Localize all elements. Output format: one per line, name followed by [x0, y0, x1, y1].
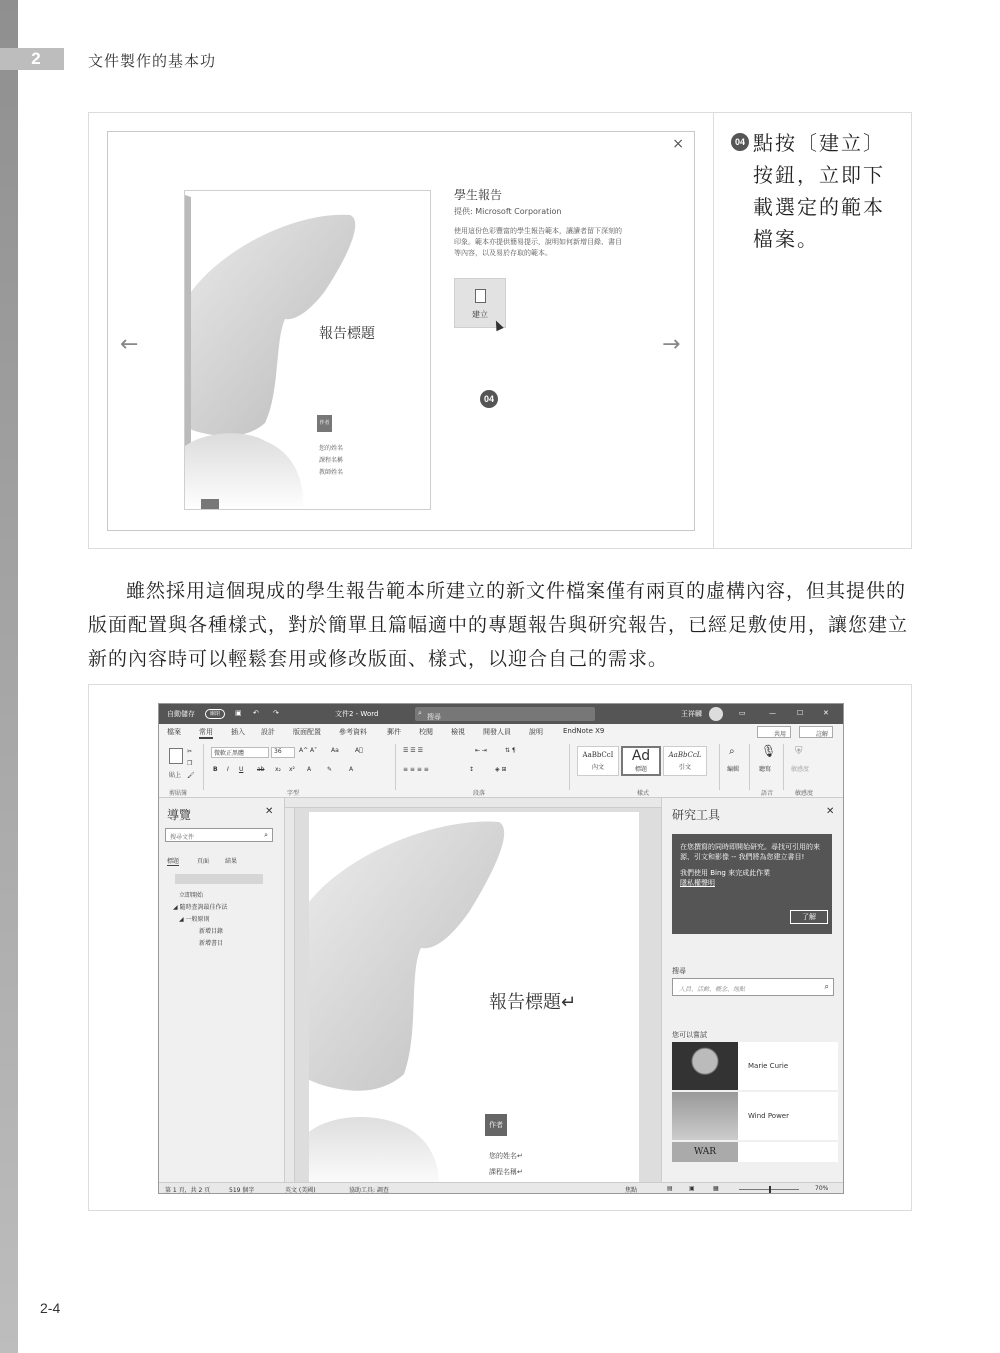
accessibility-status[interactable]: 協助工具: 調查 [349, 1187, 389, 1194]
autosave-toggle[interactable]: 關閉 [205, 709, 225, 719]
align-icons[interactable]: ≡ ≡ ≡ ≡ [403, 766, 429, 773]
thumbnail-author-box: 作者 [317, 415, 332, 432]
body-paragraph: 雖然採用這個現成的學生報告範本所建立的新文件檔案僅有兩頁的虛構內容，但其提供的版面配置與各種樣式，對於簡單且篇幅適中的專題報告與研究報告，已經足敷使用，讓您建立新的內容時可以輕鬆套用或修改版面、樣式，以迎合自己的需求。 [88, 580, 909, 670]
tab-developer[interactable]: 開發人員 [483, 728, 511, 736]
research-item-marie-curie[interactable]: Marie Curie [672, 1042, 838, 1090]
maximize-button[interactable]: ☐ [797, 709, 804, 717]
style-title[interactable]: Ad 標題 [621, 746, 661, 776]
underline-icon[interactable]: U [239, 766, 244, 773]
status-bar [159, 1182, 844, 1194]
language[interactable]: 英文 (美國) [285, 1187, 316, 1194]
template-dialog [107, 131, 695, 531]
nav-item[interactable]: ◢ 一般原則 [179, 916, 210, 923]
user-name: 王祥麟 [681, 710, 702, 718]
wind-turbine-image [672, 1092, 738, 1140]
research-title: 研究工具 [672, 808, 721, 822]
microphone-icon[interactable]: 🎙 [761, 744, 777, 758]
zoom-level[interactable]: 70% [815, 1185, 829, 1192]
tab-layout[interactable]: 版面配置 [293, 728, 321, 736]
nav-title: 導覽 [167, 808, 192, 822]
read-mode-icon[interactable]: ▤ [667, 1185, 673, 1192]
arrow-right-icon[interactable]: → [662, 332, 681, 357]
minimize-button[interactable]: — [769, 709, 776, 717]
butterfly-image [309, 812, 639, 1192]
bullets-icon[interactable]: ☰ ☰ ☰ [403, 747, 423, 754]
document-title: 報告標題↵ [489, 992, 577, 1013]
chapter-number: 2 [31, 49, 41, 68]
group-paragraph: 段落 [473, 790, 486, 797]
template-provider: 提供: Microsoft Corporation [454, 207, 562, 216]
step-text: 點按〔建立〕按鈕，立即下載選定的範本檔案。 [753, 131, 885, 251]
cut-icon[interactable]: ✂ [187, 748, 193, 755]
search-icon: ⌕ [418, 709, 422, 717]
tab-references[interactable]: 參考資料 [339, 728, 367, 736]
format-painter-icon[interactable]: 🖌 [187, 772, 195, 779]
tab-file[interactable]: 檔案 [167, 728, 181, 736]
group-sensitivity: 敏感度 [795, 790, 814, 797]
nav-item[interactable]: 立即開始 [179, 892, 204, 899]
document-lines: 您的姓名↵ 課程名稱↵ [489, 1152, 523, 1176]
figure-box-template [88, 112, 912, 549]
create-button-label: 建立 [472, 310, 488, 319]
subscript-icon[interactable]: x₂ [275, 766, 281, 773]
navigation-pane [159, 798, 285, 1182]
nav-heading-selected[interactable] [175, 874, 263, 884]
butterfly-image [185, 191, 431, 510]
font-color-icon[interactable]: A [349, 766, 354, 773]
clear-format-icon[interactable]: A⃠ [355, 747, 363, 754]
group-styles: 樣式 [637, 790, 650, 797]
find-icon[interactable]: ⌕ [729, 746, 735, 757]
close-button[interactable]: ✕ [823, 709, 829, 717]
font-name-select[interactable]: 微軟正黑體 [211, 747, 269, 758]
research-close-icon[interactable]: ✕ [826, 806, 835, 817]
research-info-card: 在您撰寫的同時即開始研究。尋找可引用的來源、引文和影像 -- 我們將為您建立書目! 我們使用 Bing 來完成此作業 隱私權聲明 了解 [672, 834, 832, 934]
research-pane [661, 798, 844, 1182]
got-it-button[interactable]: 了解 [790, 910, 828, 924]
sensitivity-icon[interactable]: ⛨ [795, 746, 803, 757]
strikethrough-icon[interactable]: ab [257, 766, 265, 773]
style-quote[interactable]: AaBbCcL 引文 [663, 746, 707, 776]
autosave-label: 自動儲存 [167, 710, 195, 718]
focus-mode[interactable]: 焦點 [625, 1187, 638, 1194]
title-search-box[interactable] [415, 707, 595, 721]
tab-design[interactable]: 設計 [261, 728, 275, 736]
nav-tab-results[interactable]: 結果 [225, 858, 238, 865]
group-font: 字型 [287, 790, 300, 797]
template-description: 使用這份色彩豐富的學生報告範本，讓讀者留下深刻的印象。範本亦提供簡易提示，說明如何新增目錄、書目等內容，以及易於存取的範本。 [454, 227, 622, 257]
template-thumbnail [184, 190, 431, 510]
redo-icon[interactable]: ↷ [273, 709, 279, 717]
tab-endnote[interactable]: EndNote X9 [563, 727, 605, 735]
vertical-ruler[interactable] [285, 808, 295, 1182]
share-button[interactable]: 共用 [757, 726, 791, 738]
ribbon [159, 740, 844, 798]
document-icon [475, 289, 486, 303]
thumbnail-footer-bar [201, 499, 219, 509]
portrait-image [672, 1042, 738, 1090]
page-info[interactable]: 第 1 頁，共 2 頁 [165, 1187, 211, 1194]
style-normal[interactable]: AaBbCcI 內文 [577, 746, 619, 776]
research-try-label: 您可以嘗試 [672, 1031, 707, 1039]
tab-mailings[interactable]: 郵件 [387, 728, 401, 736]
title-bar [159, 704, 844, 724]
document-author-box: 作者 [485, 1114, 507, 1136]
thumbnail-title: 報告標題 [319, 326, 375, 342]
group-clipboard: 剪貼簿 [169, 790, 188, 797]
avatar[interactable] [709, 707, 723, 721]
nav-close-icon[interactable]: ✕ [265, 806, 274, 817]
print-layout-icon[interactable]: ▣ [689, 1185, 695, 1192]
research-search-input[interactable]: 人員、活動、概念、地點 ⌕ [672, 978, 834, 996]
change-case-icon[interactable]: Aa [331, 747, 339, 754]
tab-home[interactable]: 常用 [199, 727, 213, 739]
research-item-war[interactable] [672, 1142, 838, 1162]
group-voice: 語音 [761, 790, 774, 797]
box-divider [713, 113, 714, 548]
thumbnail-lines: 您的姓名 課程名稱 教師姓名 [319, 445, 344, 476]
paste-label: 貼上 [169, 772, 182, 779]
nav-search-input[interactable]: 搜尋文件 ⌕ [165, 828, 273, 842]
superscript-icon[interactable]: x² [289, 766, 295, 773]
zoom-slider-thumb[interactable] [769, 1186, 771, 1193]
ribbon-display-icon[interactable]: ▭ [739, 709, 746, 717]
tab-help[interactable]: 說明 [529, 728, 543, 736]
nav-tab-headings[interactable]: 標題 [167, 858, 180, 865]
comments-button[interactable]: 註解 [799, 726, 833, 738]
doc-title: 文件2 - Word [335, 710, 379, 718]
bold-icon[interactable]: B [213, 766, 218, 773]
font-size-select[interactable]: 36 [271, 747, 295, 758]
nav-tab-pages[interactable]: 頁面 [197, 858, 210, 865]
highlight-icon[interactable]: ✎ [327, 766, 333, 773]
research-item-wind-power[interactable]: Wind Power [672, 1092, 838, 1140]
step-badge: 04 [731, 133, 749, 151]
search-icon: ⌕ [824, 982, 829, 991]
undo-icon[interactable]: ↶ [253, 709, 259, 717]
title-search-placeholder: 搜尋 [427, 713, 441, 721]
step-badge-dialog: 04 [480, 390, 498, 408]
page-number: 2-4 [40, 1300, 61, 1316]
ribbon-tabs [159, 724, 844, 740]
figure-box-word [88, 684, 912, 1211]
tab-insert[interactable]: 插入 [231, 728, 245, 736]
template-name: 學生報告 [454, 188, 503, 202]
close-icon[interactable]: × [672, 136, 684, 152]
war-image: WAR [672, 1142, 738, 1162]
side-bar [0, 0, 18, 1353]
tab-view[interactable]: 檢視 [451, 728, 465, 736]
web-layout-icon[interactable]: ▦ [713, 1185, 719, 1192]
document-area [285, 798, 661, 1182]
privacy-link[interactable]: 隱私權聲明 [680, 879, 715, 887]
grow-font-icon[interactable]: A^ A˅ [299, 747, 318, 754]
shading-icon[interactable]: ◈ ⊞ [495, 766, 507, 773]
document-page[interactable] [309, 812, 639, 1192]
arrow-left-icon[interactable]: ← [120, 332, 139, 357]
indent-icon[interactable]: ⇤ ⇥ [475, 747, 487, 754]
sort-icon[interactable]: ⇅ ¶ [505, 747, 516, 754]
word-window [158, 703, 844, 1194]
text-effects-icon[interactable]: A [307, 766, 312, 773]
copy-icon[interactable]: ❐ [187, 760, 193, 767]
sensitivity-label: 敏感度 [791, 766, 810, 773]
dictate-label: 聽寫 [759, 766, 772, 773]
nav-item[interactable]: 新增目錄 [199, 928, 224, 935]
search-icon: ⌕ [264, 831, 268, 839]
save-icon[interactable]: ▣ [235, 709, 242, 717]
line-spacing-icon[interactable]: ↕ [469, 766, 475, 773]
edit-label: 編輯 [727, 766, 740, 773]
tab-review[interactable]: 校閱 [419, 728, 433, 736]
italic-icon[interactable]: I [227, 766, 229, 773]
word-count[interactable]: 519 個字 [229, 1187, 255, 1194]
paste-icon[interactable] [169, 748, 183, 764]
nav-item[interactable]: ◢ 隨時查詢最佳作法 [173, 904, 228, 911]
chapter-title: 文件製作的基本功 [88, 52, 217, 70]
horizontal-ruler[interactable] [285, 798, 661, 808]
research-search-label: 搜尋 [672, 967, 686, 975]
nav-item[interactable]: 新增書目 [199, 940, 224, 947]
